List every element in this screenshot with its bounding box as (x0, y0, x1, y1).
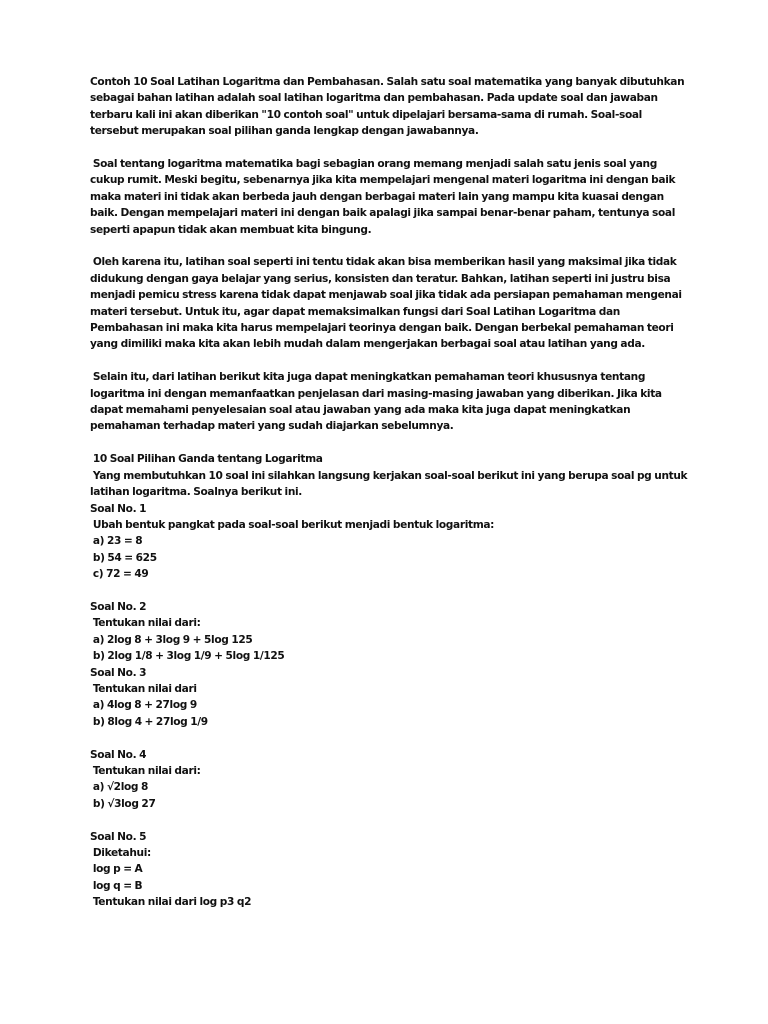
intro-paragraph-4: Selain itu, dari latihan berikut kita juga dapat meningkatkan pemahaman teori khususnya tentang logaritma ini dengan memanfaatkan penjelasan dari masing-masing jawaban yang diberikan. Jika kita dapat memahami penyelesaian soal atau jawaban yang ada maka kita juga dapat meningkatkan pemahaman terhadap materi yang sudah diajarkan sebelumnya. (90, 371, 665, 433)
spacer (90, 583, 688, 599)
soal-1-item-b: b) 54 = 625 (90, 551, 157, 564)
soal-1-item-a: a) 23 = 8 (90, 535, 143, 548)
soal-2-item-b: b) 2log 1/8 + 3log 1/9 + 5log 1/125 (90, 650, 285, 663)
intro-paragraph-2: Soal tentang logaritma matematika bagi sebagian orang memang menjadi salah satu jenis soal yang cukup rumit. Meski begitu, sebenarnya jika kita mempelajari mengenal materi logaritma ini dengan baik maka materi ini tidak akan berbeda jauh dengan berbagai materi lain yang mampu kita kuasai dengan baik. Dengan mempelajari materi ini dengan baik apalagi jika sampai benar-benar paham, tentunya soal seperti apapun tidak akan membuat kita bingung. (90, 158, 679, 236)
soal-2-title: Soal No. 2 (90, 600, 147, 613)
soal-1-prompt: Ubah bentuk pangkat pada soal-soal berikut menjadi bentuk logaritma: (90, 518, 495, 531)
spacer (90, 353, 688, 369)
soal-3-item-a: a) 4log 8 + 27log 9 (90, 699, 197, 712)
soal-5-line-1: log p = A (90, 863, 143, 876)
intro-paragraph-3: Oleh karena itu, latihan soal seperti ini tentu tidak akan bisa memberikan hasil yang maksimal jika tidak didukung dengan gaya belajar yang serius, konsisten dan teratur. Bahkan, latihan seperti ini justru bisa menjadi pemicu stress karena tidak dapat menjawab soal jika tidak ada persiapan pemahaman mengenai materi tersebut. Untuk itu, agar dapat memaksimalkan fungsi dari Soal Latihan Logaritma dan Pembahasan ini maka kita harus mempelajari teorinya dengan baik. Dengan berbekal pemahaman teori yang dimiliki maka kita akan lebih mudah dalam mengerjakan berbagai soal atau latihan yang ada. (90, 256, 685, 351)
spacer (90, 140, 688, 156)
soal-5-prompt: Diketahui: (90, 846, 151, 859)
spacer (90, 435, 688, 451)
soal-2-prompt: Tentukan nilai dari: (90, 617, 201, 630)
document-page (90, 74, 691, 911)
section-intro: Yang membutuhkan 10 soal ini silahkan langsung kerjakan soal-soal berikut ini yang berupa soal pg untuk latihan logaritma. Soalnya berikut ini. (90, 469, 691, 499)
spacer (90, 812, 688, 828)
soal-5-line-3: Tentukan nilai dari log p3 q2 (90, 896, 252, 909)
soal-4-item-b: b) √3log 27 (90, 797, 156, 810)
soal-5-title: Soal No. 5 (90, 830, 147, 843)
intro-paragraph-1: Contoh 10 Soal Latihan Logaritma dan Pembahasan. Salah satu soal matematika yang banyak dibutuhkan sebagai bahan latihan adalah soal latihan logaritma dan pembahasan. Pada update soal dan jawaban terbaru kali ini akan diberikan "10 contoh soal" untuk dipelajari bersama-sama di rumah. Soal-soal tersebut merupakan soal pilihan ganda lengkap dengan jawabannya. (90, 76, 688, 138)
soal-4-prompt: Tentukan nilai dari: (90, 764, 201, 777)
soal-4-title: Soal No. 4 (90, 748, 147, 761)
soal-1-item-c: c) 72 = 49 (90, 568, 149, 581)
soal-5-line-2: log q = B (90, 879, 143, 892)
soal-1-title: Soal No. 1 (90, 502, 147, 515)
section-heading: 10 Soal Pilihan Ganda tentang Logaritma (90, 453, 323, 466)
spacer (90, 238, 688, 254)
spacer (90, 730, 688, 746)
soal-3-item-b: b) 8log 4 + 27log 1/9 (90, 715, 208, 728)
soal-2-item-a: a) 2log 8 + 3log 9 + 5log 125 (90, 633, 253, 646)
soal-4-item-a: a) √2log 8 (90, 781, 149, 794)
soal-3-title: Soal No. 3 (90, 666, 147, 679)
soal-3-prompt: Tentukan nilai dari (90, 682, 197, 695)
